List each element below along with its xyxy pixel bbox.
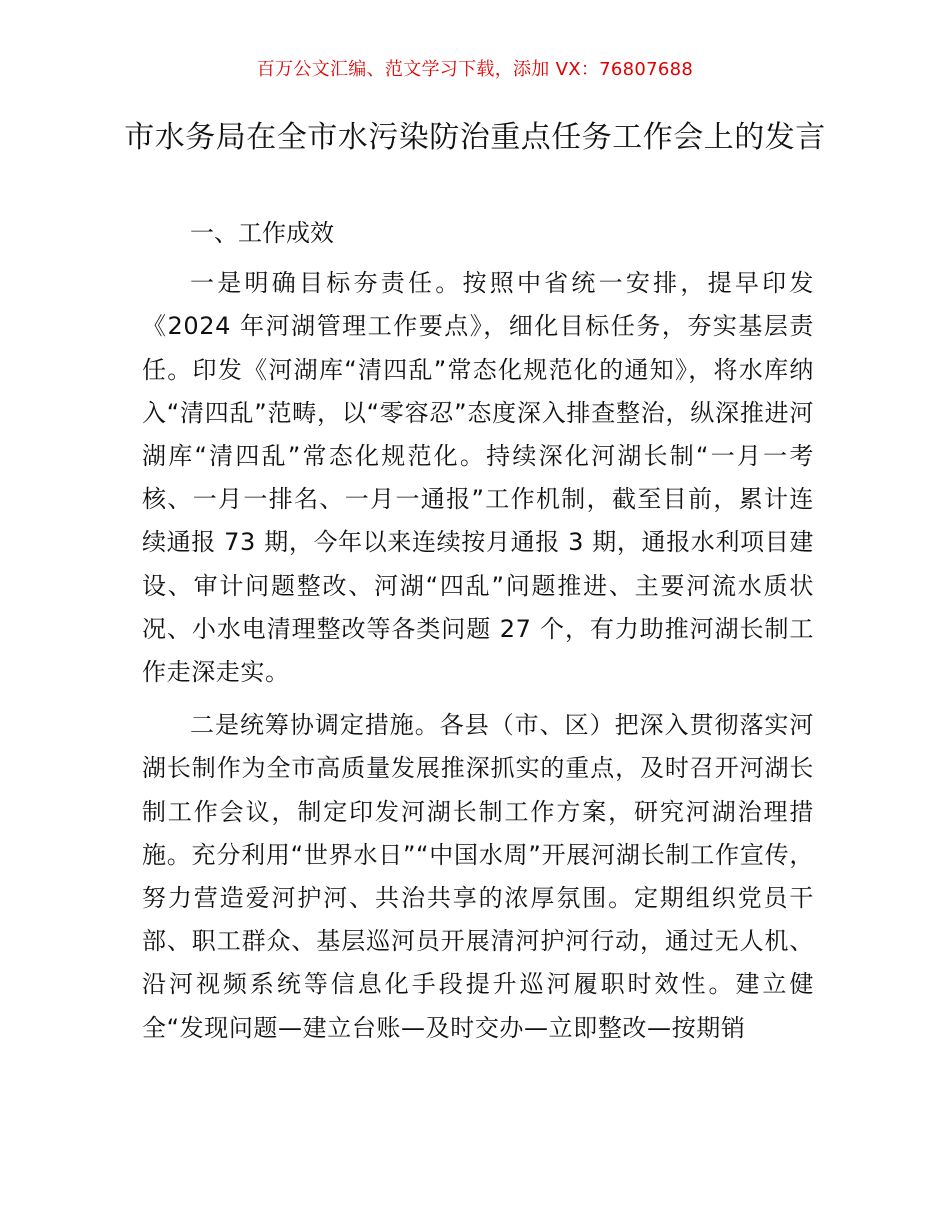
document-body: [142, 212, 814, 1060]
paragraph-goals-responsibility: 一是明确目标夯责任。按照中省统一安排，提早印发《2024 年河湖管理工作要点》，细化目标任务，夯实基层责任。印发《河湖库“清四乱”常态化规范化的通知》，将水库纳入“清四乱”范畴，以“零容忍”态度深入排查整治，纵深推进河湖库“清四乱”常态化规范化。持续深化河湖长制“一月一考核、一月一排名、一月一通报”工作机制，截至目前，累计连续通报 73 期，今年以来连续按月通报 3 期，通报水利项目建设、审计问题整改、河湖“四乱”问题推进、主要河流水质状况、小水电清理整改等各类问题 27 个，有力助推河湖长制工作走深走实。: [142, 269, 814, 687]
document-title: 市水务局在全市水污染防治重点任务工作会上的发言: [124, 120, 826, 155]
section-heading: 一、工作成效: [190, 219, 334, 247]
paragraph-coordination-measures: 二是统筹协调定措施。各县（市、区）把深入贯彻落实河湖长制作为全市高质量发展推深抓实的重点，及时召开河湖长制工作会议，制定印发河湖长制工作方案，研究河湖治理措施。充分利用“世界水日”“中国水周”开展河湖长制工作宣传，努力营造爱河护河、共治共享的浓厚氛围。定期组织党员干部、职工群众、基层巡河员开展清河护河行动，通过无人机、沿河视频系统等信息化手段提升巡河履职时效性。建立健全“发现问题—建立台账—及时交办—立即整改—按期销: [142, 711, 814, 1042]
header-banner: 百万公文汇编、范文学习下载，添加 VX：76807688: [256, 59, 694, 80]
